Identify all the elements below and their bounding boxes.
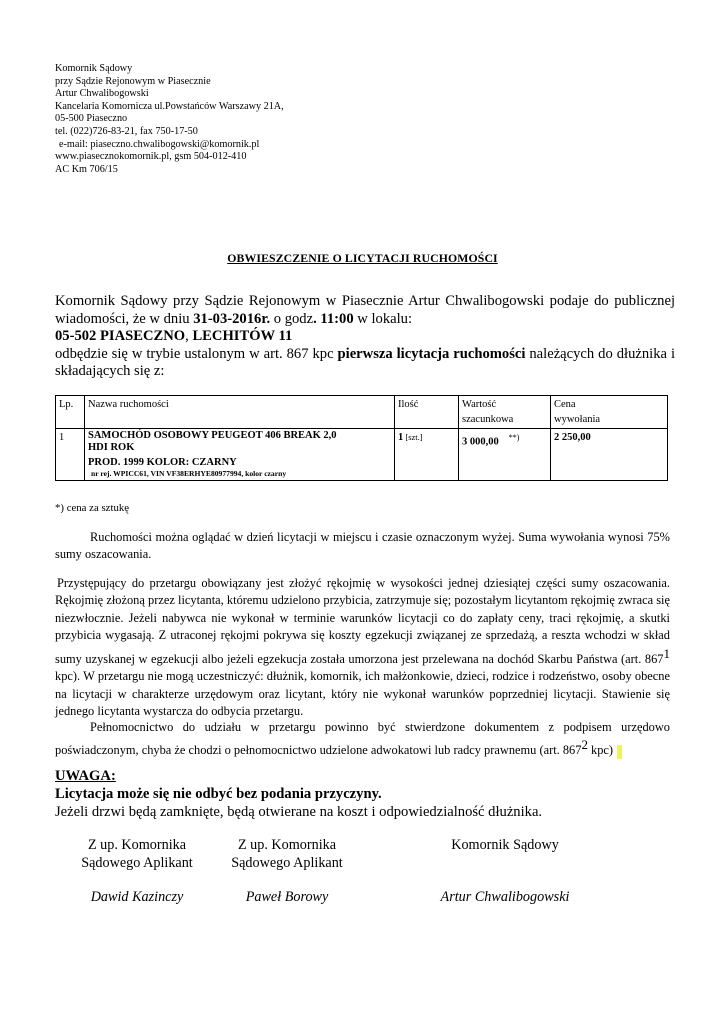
letterhead-line: tel. (022)726-83-21, fax 750-17-50 bbox=[55, 125, 198, 137]
viewing-paragraph: Ruchomości można oglądać w dzień licytacji w miejscu i czasie oznaczonym wyżej. Suma wywołania wynosi 75% sumy oszacowania. bbox=[55, 530, 670, 562]
auction-time: . 11:00 bbox=[313, 310, 354, 327]
signature-name: Artur Chwalibogowski bbox=[440, 889, 570, 905]
warning-line: Jeżeli drzwi będą zamknięte, będą otwierane na koszt i odpowiedzialność dłużnika. bbox=[55, 804, 543, 820]
table-row bbox=[56, 429, 668, 481]
items-table bbox=[55, 395, 668, 481]
highlight-mark bbox=[617, 745, 622, 759]
letterhead-email: e-mail: piaseczno.chwalibogowski@komornik.pl bbox=[59, 138, 260, 150]
warning-heading: UWAGA: bbox=[55, 768, 116, 784]
header-lp: Lp. bbox=[56, 396, 85, 429]
letterhead-web: www.piasecznokomornik.pl, gsm 504-012-410 bbox=[55, 151, 247, 163]
header-name: Nazwa ruchomości bbox=[85, 396, 395, 429]
footnote: *) cena za sztukę bbox=[55, 502, 130, 514]
header-price: Cena wywołania bbox=[551, 396, 668, 429]
document-title: OBWIESZCZENIE O LICYTACJI RUCHOMOŚCI bbox=[227, 251, 498, 265]
intro-line: odbędzie się w trybie ustalonym w art. 867 kpc pierwsza licytacja ruchomości należących do dłużnika i bbox=[55, 345, 676, 362]
header-qty: Ilość bbox=[395, 396, 459, 429]
power-of-attorney-paragraph: Pełnomocnictwo do udziału w przetargu powinno być stwierdzone dokumentem z podpisem urzędowo poświadczonym, chyba że chodzi o pełnomocnictwo udzielone adwokatowi lub radcy prawnemu (art. $867^2$ kpc) bbox=[55, 720, 670, 758]
signature-block: Z up. Komornika Sądowego Aplikant Dawid Kazinczy bbox=[62, 836, 212, 906]
signature-name: Paweł Borowy bbox=[245, 889, 329, 905]
intro-line: Komornik Sądowy przy Sądzie Rejonowym w Piasecznie Artur Chwalibogowski podaje do publicznej bbox=[55, 293, 675, 309]
cell-name: SAMOCHÓD OSOBOWY PEUGEOT 406 BREAK 2,0 HDI ROK PROD. 1999 KOLOR: CZARNY nr rej. WPICC61, VIN VF38ERHYE80977994, kolor czarny bbox=[85, 429, 395, 481]
auction-address: 05-502 PIASECZNO, LECHITÓW 11 bbox=[55, 328, 293, 345]
cell-qty: 1 [szt.] bbox=[395, 429, 459, 481]
deposit-paragraph: Przystępujący do przetargu obowiązany jest złożyć rękojmię w wysokości jednej dziesiątej części sumy oszacowania. Rękojmię złożoną przez licytanta, któremu udzielono przybicia, zatrzymuje się; pozostałym licytantom rękojmię zwraca się niezwłocznie. Jeżeli nabywca nie wykonał w terminie warunków licytacji co do zapłaty ceny, traci rękojmię, a skutki przybicia wygasają. Z utraconej rękojmi pokrywa się koszty egzekucji związanej ze sprzedażą, a reszta wchodzi w skład sumy uzyskanej w egzekucji albo jeżeli egzekucja została umorzona jest przelewana na dochód Skarbu Państwa (art. $867^1$ kpc). W przetargu nie mogą uczestniczyć: dłużnik, komornik, ich małżonkowie, dzieci, rodzice i rodzeństwo, osoby obecne na licytacji w charakterze urzędowym oraz licytant, który nie wykonał warunków poprzedniej licytacji. Stawienie się jednego licytanta wystarcza do odbycia przetargu. bbox=[55, 576, 670, 718]
cell-value: 3 000,00 **) bbox=[459, 429, 551, 481]
signature-block: Komornik Sądowy Artur Chwalibogowski bbox=[415, 836, 595, 906]
table-header-row bbox=[56, 396, 668, 429]
letterhead bbox=[55, 63, 284, 176]
signature-name: Dawid Kazinczy bbox=[90, 889, 184, 905]
auction-date: 31-03-2016r. bbox=[193, 310, 271, 327]
case-number: AC Km 706/15 bbox=[55, 163, 118, 175]
letterhead-line: przy Sądzie Rejonowym w Piasecznie bbox=[55, 75, 211, 87]
letterhead-line: Artur Chwalibogowski bbox=[55, 88, 149, 100]
letterhead-line: Komornik Sądowy bbox=[55, 63, 133, 74]
intro-line: wiadomości, że w dniu 31-03-2016r. o godz. 11:00 w lokalu: bbox=[55, 310, 412, 327]
warning-section bbox=[55, 767, 542, 821]
cell-lp: 1 bbox=[56, 429, 85, 481]
letterhead-line: 05-500 Piaseczno bbox=[55, 113, 128, 125]
intro-paragraph bbox=[55, 293, 675, 381]
cell-price: 2 250,00 bbox=[551, 429, 668, 481]
intro-line: składających się z: bbox=[55, 363, 165, 380]
header-value: Wartość szacunkowa bbox=[459, 396, 551, 429]
signature-block: Z up. Komornika Sądowego Aplikant Paweł Borowy bbox=[212, 836, 362, 906]
letterhead-line: Kancelaria Komornicza ul.Powstańców Warszawy 21A, bbox=[55, 100, 284, 112]
warning-line: Licytacja może się nie odbyć bez podania przyczyny. bbox=[55, 786, 382, 802]
